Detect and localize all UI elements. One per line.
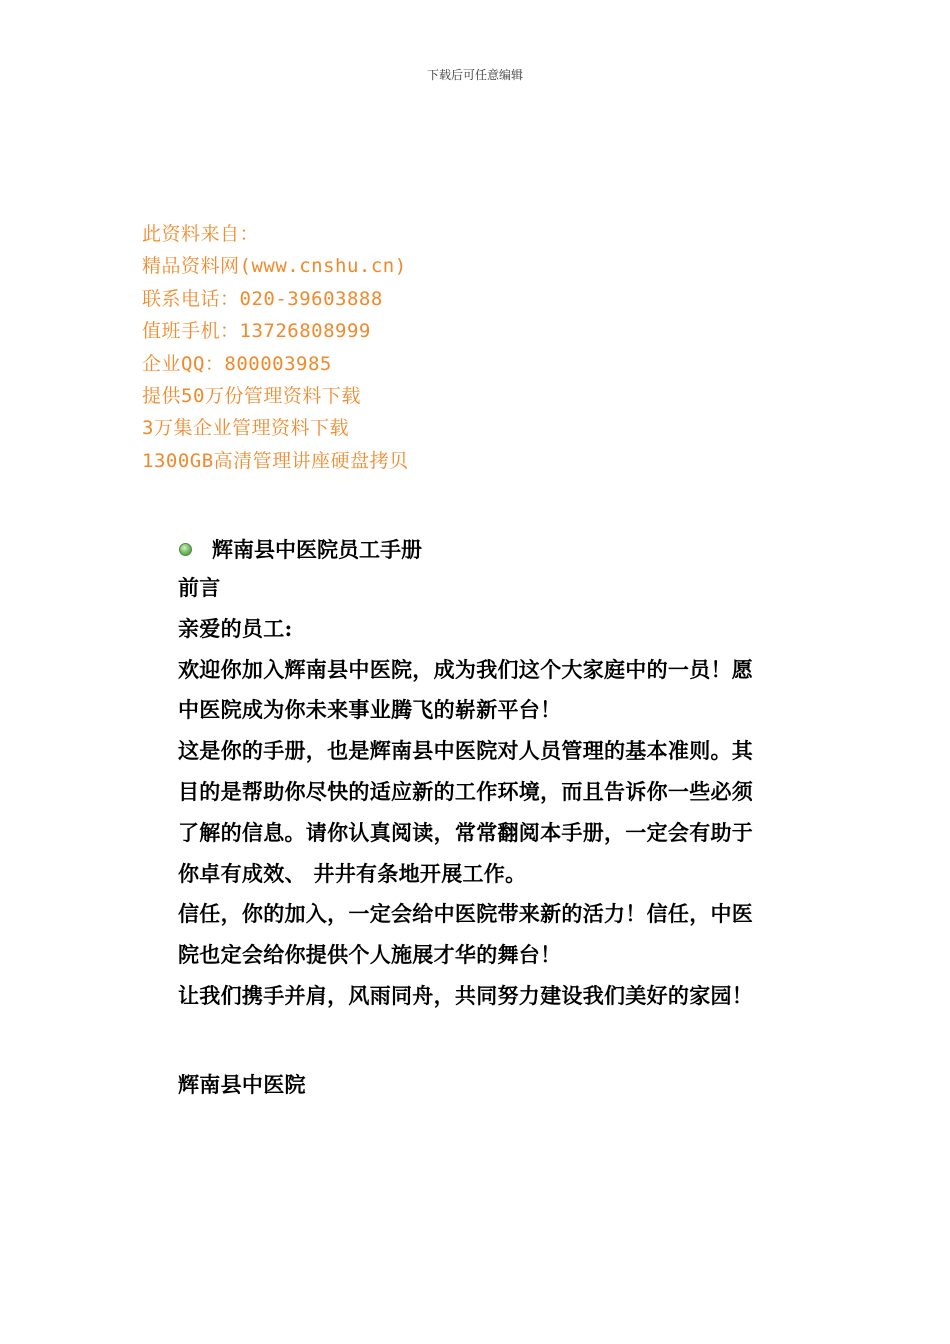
document-title: 辉南县中医院员工手册 — [212, 537, 422, 562]
paragraph-line: 你卓有成效、 井井有条地开展工作。 — [178, 860, 527, 886]
paragraph-line: 中医院成为你未来事业腾飞的崭新平台！ — [178, 697, 562, 723]
paragraph-line: 目的是帮助你尽快的适应新的工作环境，而且告诉你一些必须 — [178, 778, 754, 804]
ad-line-phone: 联系电话：020-39603888 — [142, 287, 383, 310]
paragraph-line: 让我们携手并肩，风雨同舟，共同努力建设我们美好的家园！ — [178, 982, 754, 1008]
greeting: 亲爱的员工: — [178, 615, 293, 641]
ad-line-offer-2: 3万集企业管理资料下载 — [142, 417, 349, 440]
paragraph-line: 信任，你的加入，一定会给中医院带来新的活力！信任，中医 — [178, 901, 754, 927]
ad-line-offer-3: 1300GB高清管理讲座硬盘拷贝 — [142, 449, 409, 472]
ad-line-website: 精品资料网(www.cnshu.cn) — [142, 255, 407, 278]
document-title-row — [178, 530, 818, 568]
document-body — [178, 530, 818, 1106]
header-note: 下载后可任意编辑 — [426, 68, 523, 82]
green-dot-icon — [179, 543, 192, 556]
ad-block — [142, 218, 562, 477]
paragraph-line: 了解的信息。请你认真阅读，常常翻阅本手册，一定会有助于 — [178, 819, 754, 845]
ad-line-mobile: 值班手机：13726808999 — [142, 320, 371, 343]
paragraph-line: 欢迎你加入辉南县中医院，成为我们这个大家庭中的一员！愿 — [178, 656, 754, 682]
paragraph-line: 院也定会给你提供个人施展才华的舞台！ — [178, 942, 562, 968]
ad-line-source: 此资料来自： — [142, 223, 260, 245]
signature: 辉南县中医院 — [178, 1071, 306, 1097]
ad-line-offer-1: 提供50万份管理资料下载 — [142, 384, 361, 407]
spacer — [178, 1017, 818, 1065]
paragraph-line: 这是你的手册，也是辉南县中医院对人员管理的基本准则。其 — [178, 738, 754, 764]
ad-line-qq: 企业QQ：800003985 — [142, 352, 332, 375]
preface-heading: 前言 — [178, 575, 221, 600]
